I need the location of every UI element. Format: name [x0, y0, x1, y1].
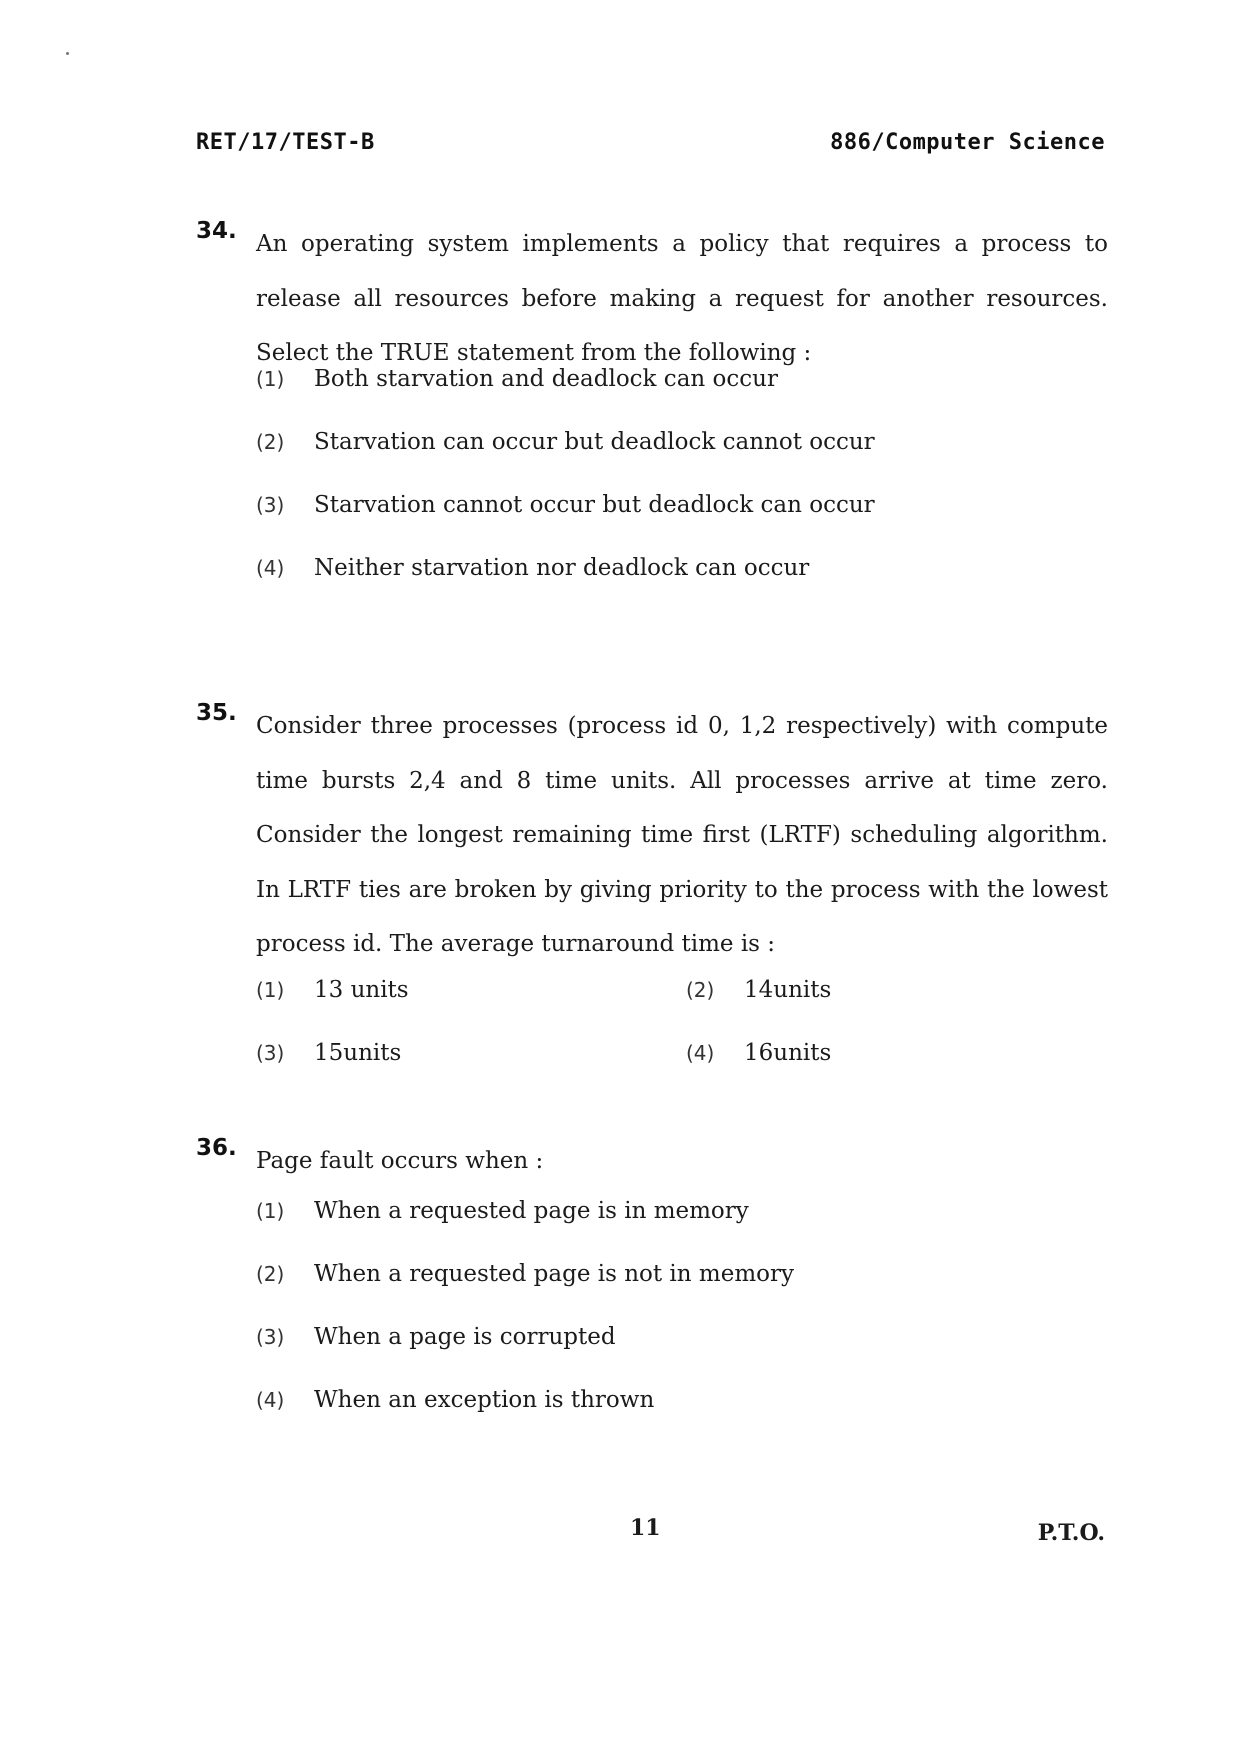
option: [256, 1198, 749, 1224]
option-text: When a requested page is not in memory: [314, 1261, 794, 1287]
option-number: (3): [256, 493, 285, 517]
option-number: (3): [256, 1325, 285, 1349]
option: [256, 366, 778, 392]
option-text: Starvation cannot occur but deadlock can occur: [314, 492, 875, 518]
option-text: 15units: [314, 1040, 402, 1066]
question-number: 36.: [196, 1135, 237, 1161]
option: [256, 1387, 654, 1413]
option-number: (4): [686, 1041, 715, 1065]
question-number: 34.: [196, 218, 237, 244]
option-number: (2): [686, 978, 715, 1002]
question-number: 35.: [196, 700, 237, 726]
option-number: (1): [256, 978, 285, 1002]
option-text: Neither starvation nor deadlock can occur: [314, 555, 810, 581]
option: [686, 1040, 831, 1066]
option-number: (1): [256, 367, 285, 391]
option: [256, 1324, 616, 1350]
option-text: Starvation can occur but deadlock cannot occur: [314, 429, 875, 455]
option: [256, 555, 809, 581]
option-text: When a page is corrupted: [314, 1324, 616, 1350]
option-text: 14units: [744, 977, 832, 1003]
option-text: 16units: [744, 1040, 832, 1066]
option-text: Both starvation and deadlock can occur: [314, 366, 778, 392]
question-text: An operating system implements a policy that requires a process to release all resources before making a request for another resources. Select the TRUE statement from the following :: [256, 231, 1108, 366]
option: [256, 429, 875, 455]
option: [256, 1040, 401, 1066]
option-text: 13 units: [314, 977, 409, 1003]
option-number: (1): [256, 1199, 285, 1223]
question-text: Page fault occurs when :: [256, 1148, 544, 1174]
option-number: (2): [256, 1262, 285, 1286]
option: [256, 492, 875, 518]
option-number: (4): [256, 556, 285, 580]
option: [256, 977, 409, 1003]
question-text: Consider three processes (process id 0, 1,2 respectively) with compute time bursts 2,4 and 8 time units. All processes arrive at time zero. Consider the longest remaining time first (LRTF) scheduling algorithm. In LRTF ties are broken by giving priority to the process with the lowest process id. The average turnaround time is :: [256, 713, 1108, 957]
page-number: 11: [630, 1515, 661, 1541]
option-text: When an exception is thrown: [314, 1387, 655, 1413]
option: [256, 1261, 794, 1287]
exam-code: RET/17/TEST-B: [196, 130, 375, 155]
option-number: (3): [256, 1041, 285, 1065]
option-number: (2): [256, 430, 285, 454]
option-number: (4): [256, 1388, 285, 1412]
subject-code: 886/Computer Science: [830, 130, 1105, 155]
pto-label: P.T.O.: [1037, 1520, 1105, 1546]
scan-speck: [66, 52, 69, 55]
option: [686, 977, 831, 1003]
option-text: When a requested page is in memory: [314, 1198, 749, 1224]
